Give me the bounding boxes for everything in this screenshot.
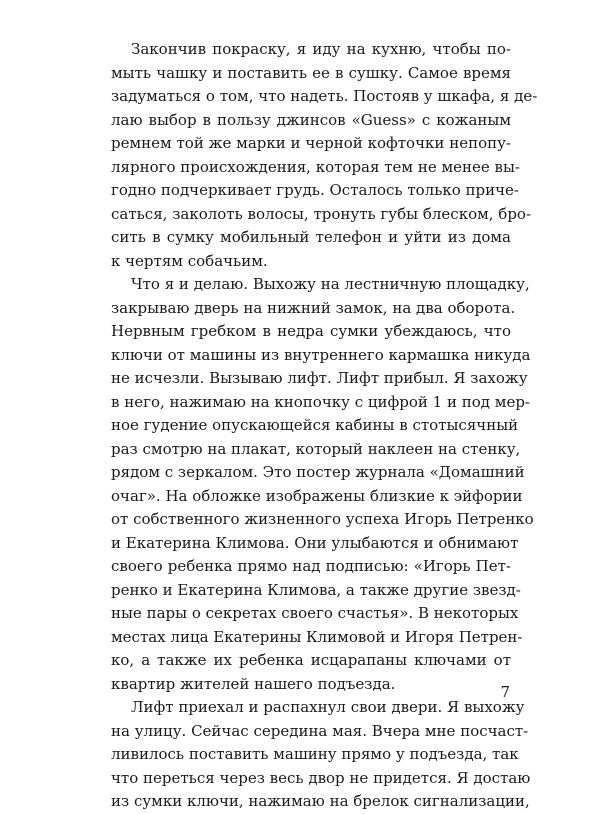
text-line: и Екатерина Климова. Они улыбаются и обнимают [111, 533, 519, 552]
text-line: рядом с зеркалом. Это постер журнала «Домашний [111, 463, 525, 481]
text-line: закрываю дверь на нижний замок, на два оборота. [111, 298, 516, 317]
text-line: Что я и делаю. Выхожу на лестничную площадку, [131, 275, 530, 293]
text-line: мыть чашку и поставить ее в сушку. Самое время [111, 63, 511, 82]
text-line: ливилось поставить машину прямо у подъезда, так [111, 745, 519, 763]
text-line: не исчезли. Вызываю лифт. Лифт прибыл. Я захожу [111, 369, 528, 387]
text-line: сить в сумку мобильный телефон и уйти из дома [111, 228, 511, 246]
text-line: ключи от машины из внутреннего кармашка никуда [111, 345, 531, 364]
body-text [111, 38, 538, 814]
text-line: Нервным гребком в недра сумки убеждаюсь, что [111, 322, 511, 340]
paragraph [111, 696, 531, 814]
text-line: ные пары о секретах своего счастья». В некоторых [111, 604, 519, 622]
text-line: раз смотрю на плакат, который наклеен на стенку, [111, 439, 521, 458]
text-line: ко, а также их ребенка исцарапаны ключами от [111, 651, 511, 669]
text-line: что переться через весь двор не придется. Я достаю [111, 768, 531, 787]
text-line: Лифт приехал и распахнул свои двери. Я выхожу [131, 698, 525, 716]
text-line: лаю выбор в пользу джинсов «Guess» с кожаным [111, 110, 511, 129]
text-line: лярного происхождения, которая тем не менее вы- [111, 157, 520, 176]
text-line: ремнем той же марки и черной кофточки непопу- [111, 134, 511, 152]
text-line: своего ребенка прямо над подписью: «Игорь Пет- [111, 557, 511, 575]
text-line: очаг». На обложке изображены близкие к эйфории [111, 486, 523, 505]
paragraph [111, 38, 538, 273]
text-line: задуматься о том, что надеть. Постояв у шкафа, я де- [111, 87, 538, 105]
text-line: на улицу. Сейчас середина мая. Вчера мне посчаст- [111, 721, 529, 740]
text-line: саться, заколоть волосы, тронуть губы блеском, бро- [111, 204, 532, 223]
text-line: из сумки ключи, нажимаю на брелок сигнализации, [111, 792, 530, 810]
text-line: к чертям собачьим. [111, 251, 268, 270]
text-line: от собственного жизненного успеха Игорь Петренко [111, 510, 534, 528]
paragraph [111, 273, 534, 696]
text-line: квартир жителей нашего подъезда. [111, 674, 396, 693]
text-line: ное гудение опускающейся кабины в стотысячный [111, 416, 519, 434]
text-line: Закончив покраску, я иду на кухню, чтобы по- [131, 40, 511, 58]
page-number: 7 [500, 683, 510, 701]
text-line: в него, нажимаю на кнопочку с цифрой 1 и под мер- [111, 392, 530, 411]
text-line: ренко и Екатерина Климова, а также другие звезд- [111, 580, 521, 599]
text-line: местах лица Екатерины Климовой и Игоря Петрен- [111, 627, 523, 646]
text-line: годно подчеркивает грудь. Осталось только приче- [111, 181, 520, 199]
